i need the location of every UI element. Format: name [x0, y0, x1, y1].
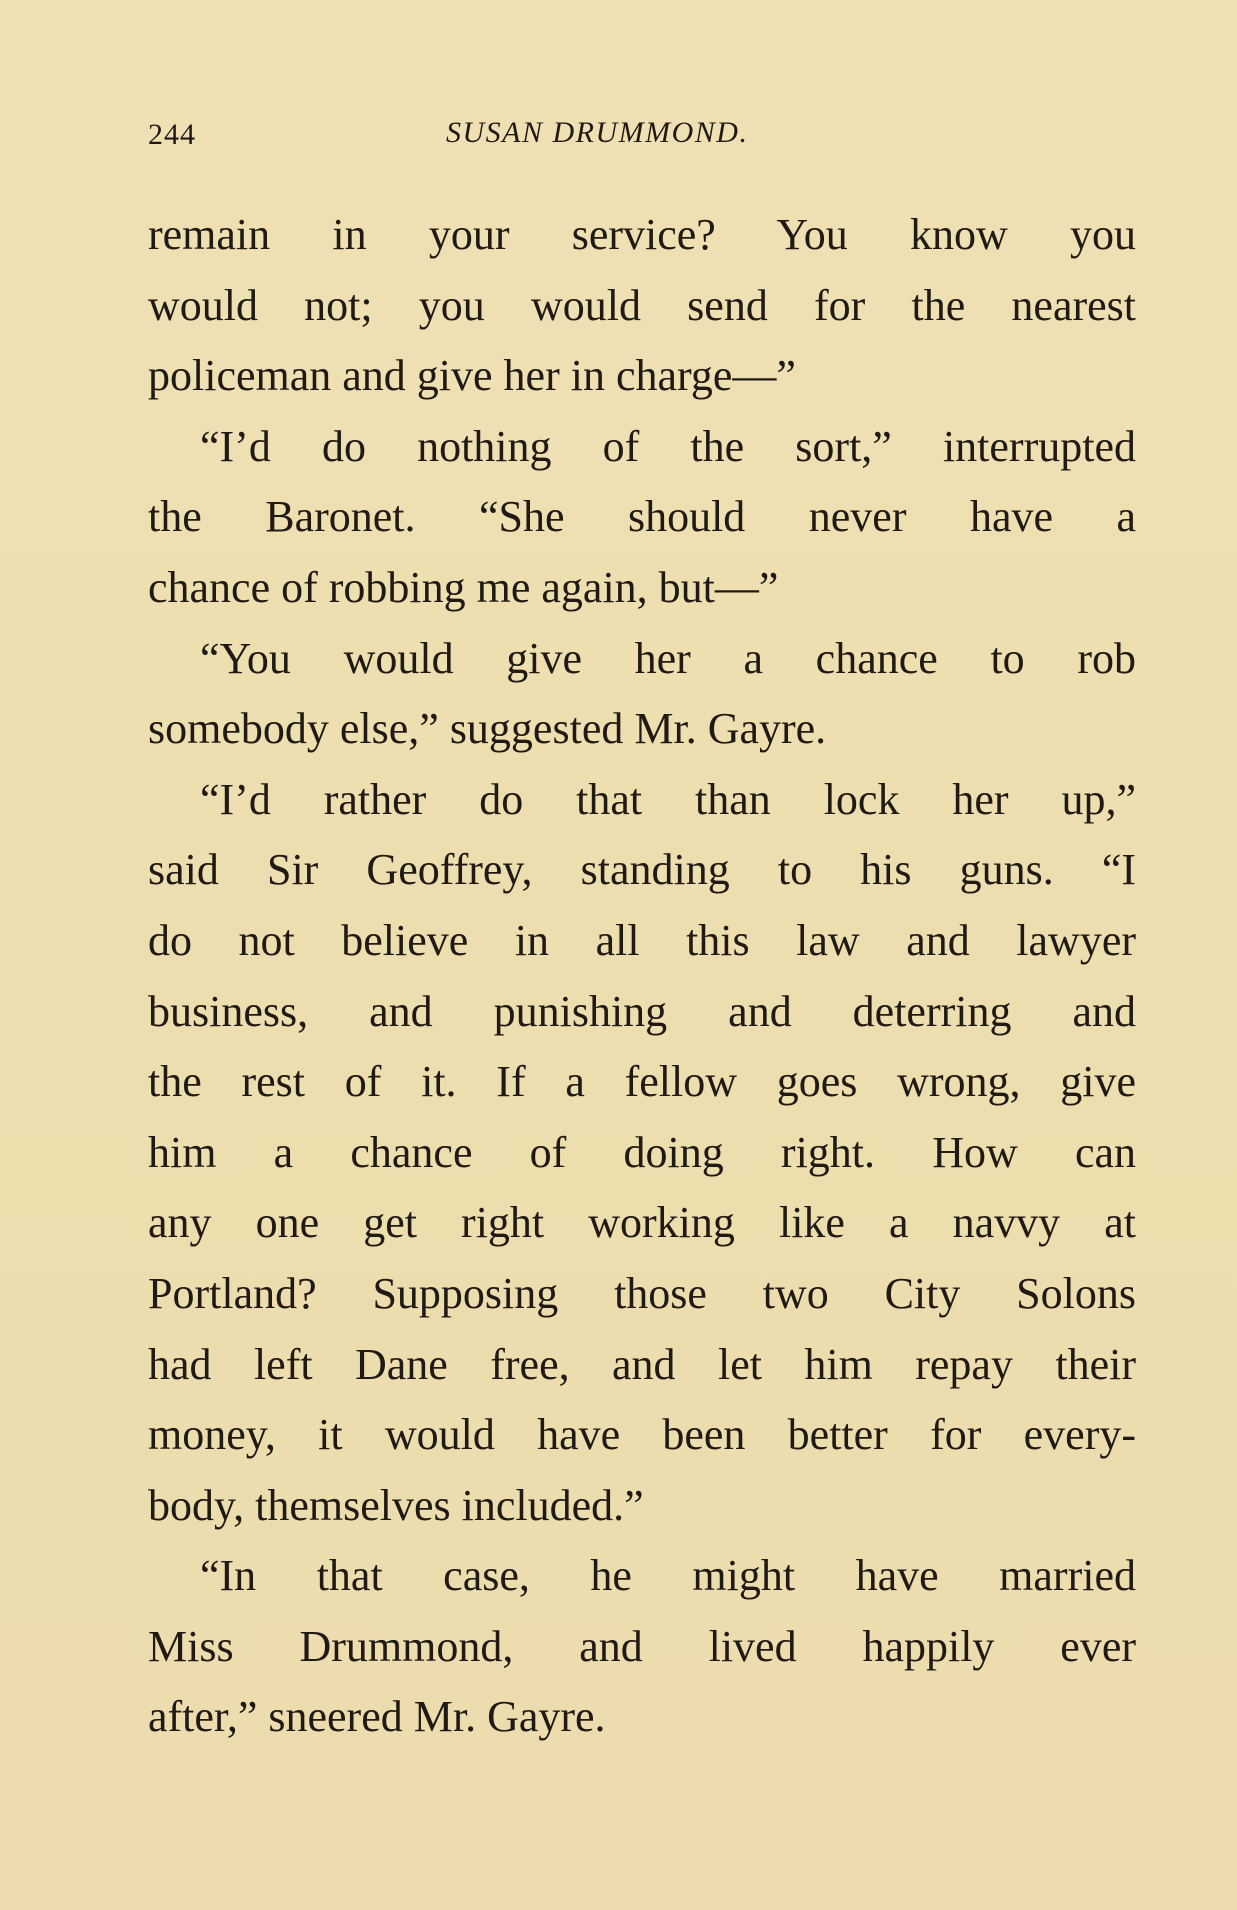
text-line: the Baronet. “She should never have a: [148, 492, 1136, 542]
text-line: somebody else,” suggested Mr. Gayre.: [148, 704, 827, 754]
text-line: “In that case, he might have married: [200, 1551, 1136, 1601]
text-line: “I’d do nothing of the sort,” interrupted: [200, 421, 1136, 471]
text-line: chance of robbing me again, but—”: [148, 562, 779, 612]
text-line: Portland? Supposing those two City Solons: [148, 1268, 1136, 1318]
text-line: business, and punishing and deterring and: [148, 986, 1136, 1036]
text-line: would not; you would send for the nearest: [148, 280, 1136, 330]
text-line: the rest of it. If a fellow goes wrong, give: [148, 1057, 1136, 1107]
page-number: 244: [148, 118, 196, 151]
text-line: policeman and give her in charge—”: [148, 351, 796, 401]
body-text: [148, 200, 1136, 1753]
running-head: [148, 112, 808, 162]
text-line: any one get right working like a navvy at: [148, 1198, 1136, 1248]
text-line: after,” sneered Mr. Gayre.: [148, 1692, 606, 1742]
text-line: had left Dane free, and let him repay their: [148, 1339, 1136, 1389]
running-title: SUSAN DRUMMOND.: [446, 116, 749, 149]
text-line: body, themselves included.”: [148, 1480, 644, 1530]
text-line: do not believe in all this law and lawyer: [148, 915, 1136, 965]
text-line: him a chance of doing right. How can: [148, 1127, 1136, 1177]
text-line: “You would give her a chance to rob: [200, 633, 1136, 683]
text-line: Miss Drummond, and lived happily ever: [148, 1621, 1136, 1671]
text-line: “I’d rather do that than lock her up,”: [200, 774, 1136, 824]
text-line: remain in your service? You know you: [148, 210, 1136, 259]
text-line: said Sir Geoffrey, standing to his guns. “I: [148, 845, 1136, 895]
text-line: money, it would have been better for every-: [148, 1410, 1136, 1460]
